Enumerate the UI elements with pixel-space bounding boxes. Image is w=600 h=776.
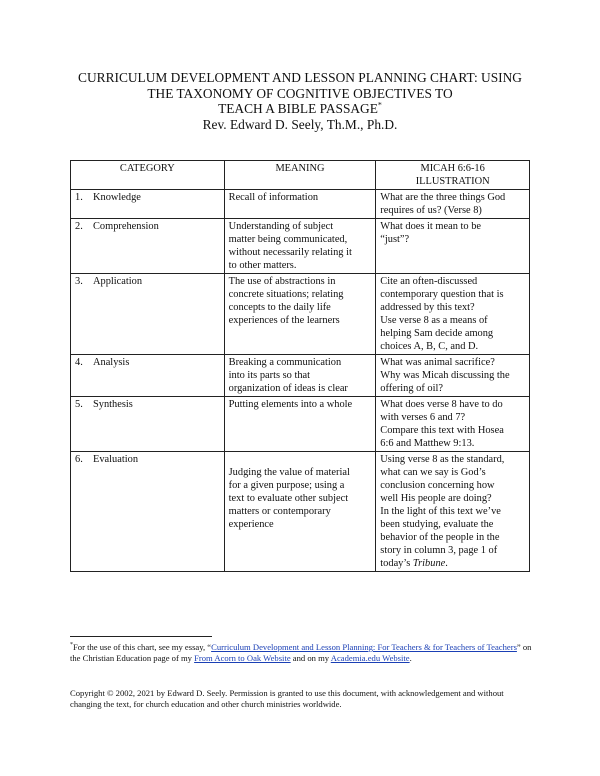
- meaning-line: experiences of the learners: [228, 315, 340, 326]
- meaning-line: without necessarily relating it: [228, 247, 352, 258]
- academia-link[interactable]: Academia.edu Website: [330, 653, 410, 663]
- table-row: [71, 452, 530, 572]
- category-label: Analysis: [93, 357, 130, 368]
- meaning-line: to other matters.: [228, 260, 297, 271]
- category-number: 2.: [75, 221, 83, 232]
- illustration-line: behavior of the people in the: [380, 532, 500, 543]
- footnote-text-2: ” on the Christian Education page of my: [70, 642, 532, 663]
- author-line: Rev. Edward D. Seely, Th.M., Ph.D.: [202, 116, 398, 132]
- header-meaning: MEANING: [224, 161, 376, 190]
- category-label: Evaluation: [93, 454, 139, 465]
- illustration-cell: [376, 274, 530, 355]
- table-row: [71, 190, 530, 219]
- category-cell: [71, 452, 225, 572]
- footnote-text-3: and on my: [290, 653, 331, 663]
- table-row: [71, 274, 530, 355]
- meaning-line: experience: [228, 519, 274, 530]
- illustration-text: today’s: [380, 558, 413, 569]
- category-label: Synthesis: [93, 399, 133, 410]
- category-label: Comprehension: [93, 221, 159, 232]
- meaning-line: Judging the value of material: [228, 467, 350, 478]
- title-line-3-wrap: [40, 101, 560, 117]
- document-title: [40, 70, 560, 132]
- title-footnote-marker: *: [377, 100, 382, 110]
- illustration-cell: [376, 452, 530, 572]
- illustration-cell: [376, 355, 530, 397]
- illustration-cell: [376, 397, 530, 452]
- illustration-cell: [376, 190, 530, 219]
- meaning-line: text to evaluate other subject: [228, 493, 349, 504]
- illustration-line: addressed by this text?: [380, 302, 475, 313]
- category-label: Knowledge: [93, 192, 141, 203]
- category-number: 4.: [75, 357, 83, 368]
- illustration-line: “just”?: [380, 234, 410, 245]
- meaning-cell: [224, 274, 376, 355]
- meaning-line: for a given purpose; using a: [228, 480, 345, 491]
- illustration-line: What was animal sacrifice?: [380, 357, 495, 368]
- meaning-line: matter being communicated,: [228, 234, 348, 245]
- illustration-line: with verses 6 and 7?: [380, 412, 466, 423]
- meaning-line: Recall of information: [228, 192, 319, 203]
- category-number: 6.: [75, 454, 83, 465]
- header-category: CATEGORY: [71, 161, 225, 190]
- category-cell: [71, 219, 225, 274]
- category-cell: [71, 274, 225, 355]
- illustration-line: been studying, evaluate the: [380, 519, 494, 530]
- illustration-line: What are the three things God: [380, 192, 506, 203]
- category-number: 5.: [75, 399, 83, 410]
- title-line-2: THE TAXONOMY OF COGNITIVE OBJECTIVES TO: [147, 85, 453, 101]
- table-row: [71, 397, 530, 452]
- category-number: 1.: [75, 192, 83, 203]
- taxonomy-chart: [70, 160, 530, 572]
- title-line-3: TEACH A BIBLE PASSAGE: [218, 101, 378, 117]
- meaning-line: matters or contemporary: [228, 506, 331, 517]
- illustration-line: well His people are doing?: [380, 493, 492, 504]
- footnote-text-1: For the use of this chart, see my essay, “: [73, 642, 212, 652]
- header-row: [71, 161, 530, 190]
- footnote-marker: *: [70, 642, 73, 649]
- meaning-line: concepts to the daily life: [228, 302, 331, 313]
- table-row: [71, 355, 530, 397]
- newspaper-title: Tribune: [412, 558, 446, 569]
- footnote-text-4: .: [409, 653, 412, 663]
- meaning-line: organization of ideas is clear: [228, 383, 348, 394]
- header-illustration-line-2: ILLUSTRATION: [415, 176, 490, 187]
- category-cell: [71, 397, 225, 452]
- illustration-line: contemporary question that is: [380, 289, 504, 300]
- meaning-cell: [224, 190, 376, 219]
- illustration-line: What does verse 8 have to do: [380, 399, 503, 410]
- header-illustration-line-1: MICAH 6:6-16: [420, 163, 485, 174]
- illustration-line: Why was Micah discussing the: [380, 370, 510, 381]
- illustration-line: Cite an often-discussed: [380, 276, 478, 287]
- acorn-to-oak-link[interactable]: From Acorn to Oak Website: [194, 653, 291, 663]
- illustration-line: choices A, B, C, and D.: [380, 341, 479, 352]
- illustration-line: Compare this text with Hosea: [380, 425, 504, 436]
- illustration-line: requires of us? (Verse 8): [380, 205, 482, 216]
- copyright-notice: Copyright © 2002, 2021 by Edward D. Seely. Permission is granted to use this document, with acknowledgement and without changing the text, for church education and other church ministries worldwide.: [70, 688, 504, 709]
- illustration-line: helping Sam decide among: [380, 328, 494, 339]
- meaning-line: [229, 453, 372, 466]
- title-line-1: CURRICULUM DEVELOPMENT AND LESSON PLANNING CHART: USING: [78, 70, 522, 85]
- category-label: Application: [93, 276, 143, 287]
- meaning-cell: [224, 355, 376, 397]
- illustration-line: [380, 557, 525, 570]
- illustration-cell: [376, 219, 530, 274]
- footnote: [70, 642, 534, 664]
- meaning-cell: [224, 219, 376, 274]
- meaning-line: The use of abstractions in: [228, 276, 336, 287]
- category-number: 3.: [75, 276, 83, 287]
- meaning-line: Breaking a communication: [228, 357, 342, 368]
- meaning-line: into its parts so that: [228, 370, 311, 381]
- chart-body: [71, 190, 530, 572]
- illustration-line: what can we say is God’s: [380, 467, 486, 478]
- illustration-text: .: [445, 558, 448, 569]
- meaning-line: Understanding of subject: [228, 221, 334, 232]
- illustration-line: What does it mean to be: [380, 221, 481, 232]
- illustration-line: story in column 3, page 1 of: [380, 545, 498, 556]
- category-cell: [71, 355, 225, 397]
- meaning-cell: [224, 452, 376, 572]
- essay-link[interactable]: Curriculum Development and Lesson Planning: For Teachers & for Teachers of Teachers: [211, 642, 517, 652]
- header-illustration: [376, 161, 530, 190]
- footnote-divider: [70, 636, 212, 637]
- illustration-line: Using verse 8 as the standard,: [380, 454, 505, 465]
- meaning-cell: [224, 397, 376, 452]
- illustration-line: conclusion concerning how: [380, 480, 495, 491]
- table-row: [71, 219, 530, 274]
- category-cell: [71, 190, 225, 219]
- illustration-line: Use verse 8 as a means of: [380, 315, 488, 326]
- meaning-line: Putting elements into a whole: [228, 399, 353, 410]
- illustration-line: In the light of this text we’ve: [380, 506, 501, 517]
- meaning-line: concrete situations; relating: [228, 289, 344, 300]
- illustration-line: offering of oil?: [380, 383, 444, 394]
- illustration-line: 6:6 and Matthew 9:13.: [380, 438, 475, 449]
